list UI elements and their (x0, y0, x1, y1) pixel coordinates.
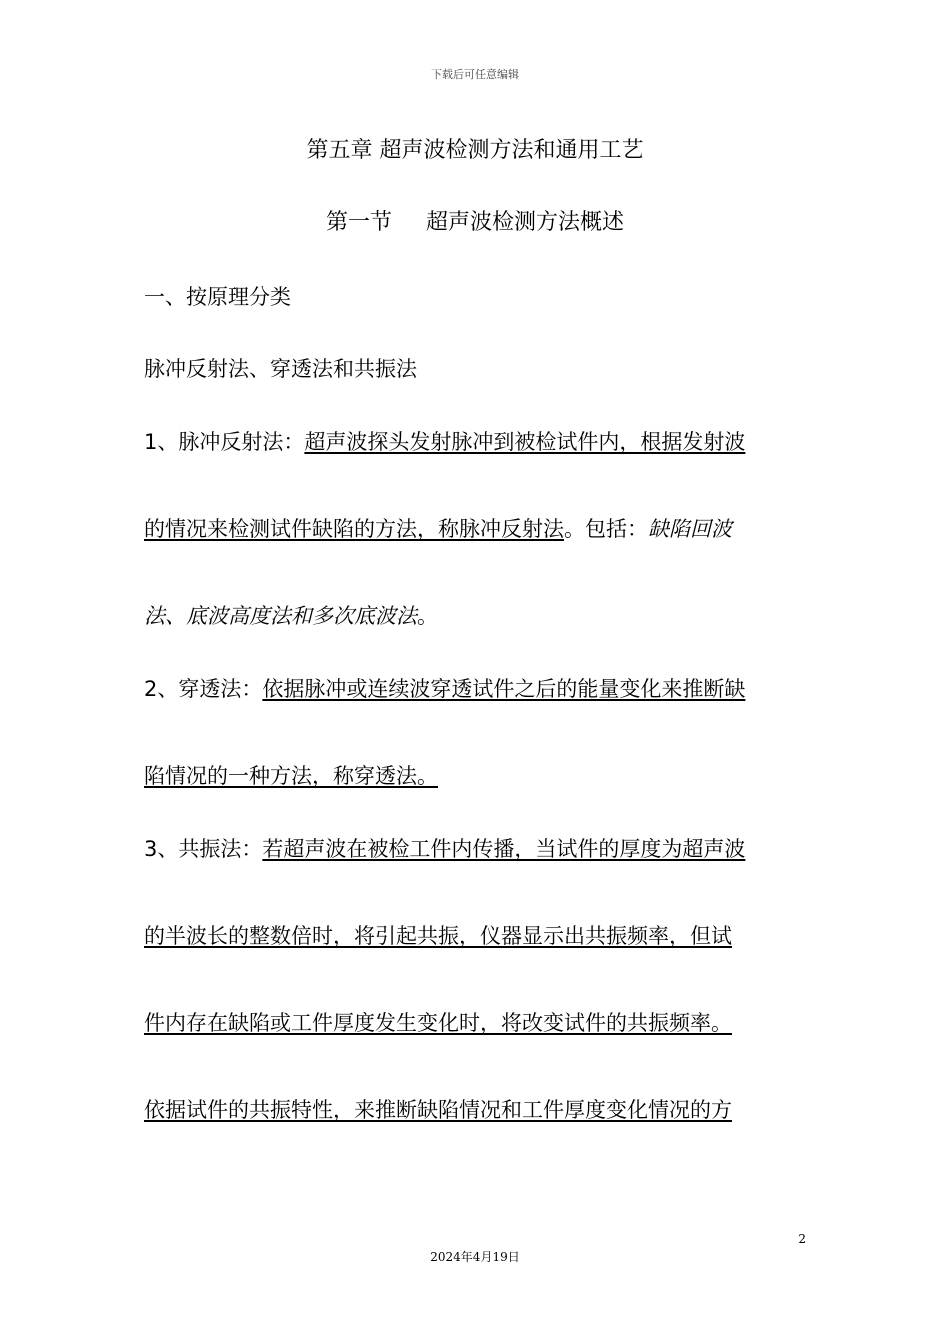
header-note: 下载后可任意编辑 (431, 68, 519, 81)
item-3-line-2 (144, 921, 806, 951)
item-1-subtypes: 法、底波高度法和多次底波法 (144, 604, 417, 628)
chapter-title: 第五章 超声波检测方法和通用工艺 (306, 138, 644, 163)
item-3-definition: 若超声波在被检工件内传播，当试件的厚度为超声波 (262, 837, 746, 861)
item-2-definition: 依据脉冲或连续波穿透试件之后的能量变化来推断缺 (262, 677, 746, 701)
item-2-line-1 (144, 674, 806, 704)
item-3-definition-cont-1: 的半波长的整数倍时，将引起共振，仪器显示出共振频率，但试 (144, 924, 732, 948)
item-2-definition-cont: 陷情况的一种方法，称穿透法。 (144, 764, 438, 788)
section-label: 第一节 (325, 210, 392, 235)
item-1-line-1 (144, 427, 806, 457)
item-1-definition: 超声波探头发射脉冲到被检试件内，根据发射波 (304, 430, 746, 454)
item-1-line-3 (144, 601, 806, 631)
item-3-line-3 (144, 1008, 806, 1038)
page-number: 2 (798, 1232, 806, 1246)
intro-methods: 脉冲反射法、穿透法和共振法 (144, 357, 417, 381)
item-3-definition-cont-2: 件内存在缺陷或工件厚度发生变化时，将改变试件的共振频率。 (144, 1011, 732, 1035)
item-1-prefix: 1、脉冲反射法： (144, 430, 305, 454)
heading-principle-classification: 一、按原理分类 (144, 285, 291, 309)
item-2-prefix: 2、穿透法： (144, 677, 263, 701)
item-2-line-2 (144, 761, 806, 791)
item-1-subtype: 缺陷回波 (648, 517, 732, 541)
item-1-line-2 (144, 514, 806, 544)
item-3-line-4 (144, 1095, 806, 1125)
section-name: 超声波检测方法概述 (426, 210, 625, 235)
section-title (0, 208, 950, 238)
item-3-definition-cont-3: 依据试件的共振特性，来推断缺陷情况和工件厚度变化情况的方 (144, 1098, 732, 1122)
item-1-definition-cont: 的情况来检测试件缺陷的方法，称脉冲反射法 (144, 517, 564, 541)
item-1-end: 。 (417, 604, 438, 628)
item-1-includes: 。包括： (564, 517, 648, 541)
footer-date: 2024年4月19日 (430, 1250, 520, 1264)
item-3-line-1 (144, 834, 806, 864)
item-3-prefix: 3、共振法： (144, 837, 263, 861)
